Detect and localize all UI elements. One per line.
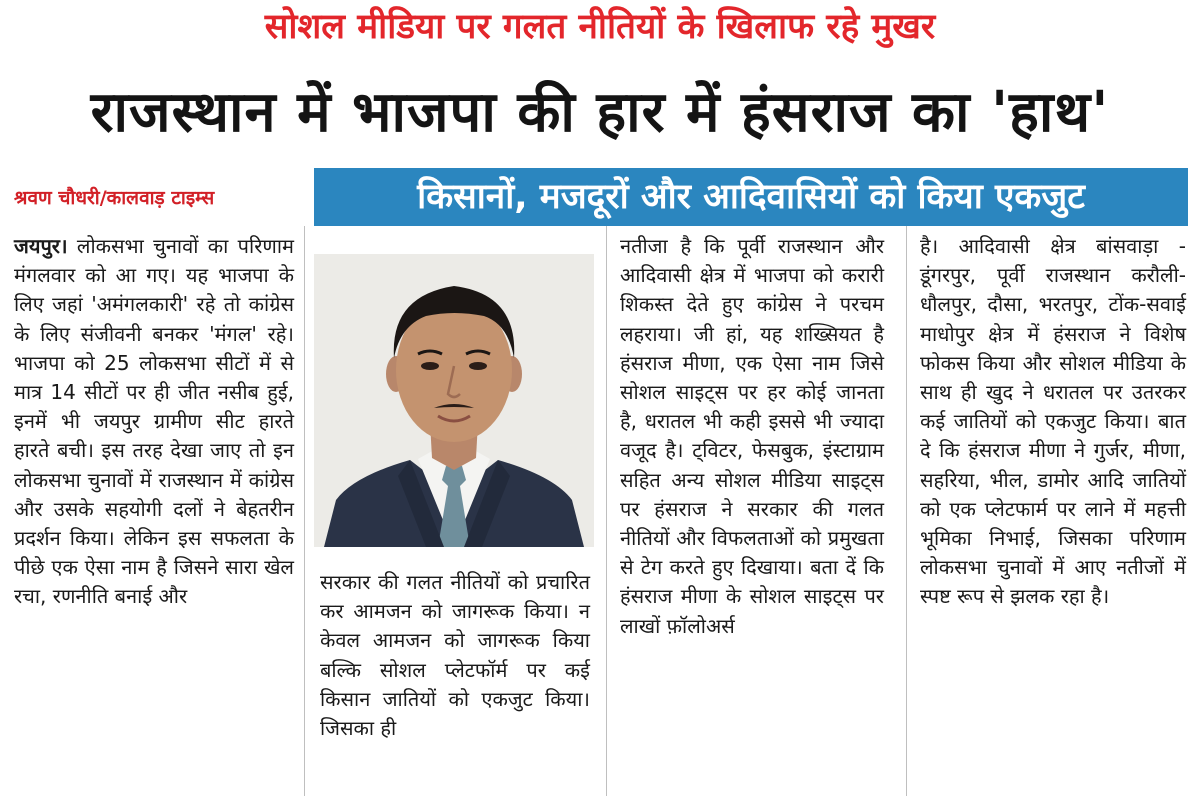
portrait-photo [314, 254, 594, 547]
subheadline-banner: किसानों, मजदूरों और आदिवासियों को किया एकजुट [314, 168, 1188, 226]
article-column-2: सरकार की गलत नीतियों को प्रचारित कर आमजन को जागरूक किया। न केवल आमजन को जागरूक किया बल्कि सोशल प्लेटफॉर्म पर कई किसान जातियों को एकजुट किया।जिसका ही [320, 570, 590, 741]
byline: श्रवण चौधरी/कालवाड़ टाइम्स [14, 187, 215, 209]
article-column-4: है। आदिवासी क्षेत्र बांसवाड़ा - डूंगरपुर, पूर्वी राजस्थान करौली-धौलपुर, दौसा, भरतपुर, टोंक-सवाई माधोपुर क्षेत्र में हंसराज ने विशेष फोकस किया और सोशल मीडिया के साथ ही खुद ने धरातल पर उतरकर कई जातियों को एकजुट किया। बात दे कि हंसराज मीणा ने गुर्जर, मीणा, सहरिया, भील, डामोर आदि जातियों को एक प्लेटफार्म पर लाने में महत्ती भूमिका निभाई, जिसका परिणाम लोकसभा चुनावों में आए नतीजों में स्पष्ट रूप से झलक रहा है। [920, 234, 1186, 609]
column-divider [606, 226, 607, 796]
article-column-3: नतीजा है कि पूर्वी राजस्थान और आदिवासी क्षेत्र में भाजपा को करारी शिकस्त देते हुए कांग्रेस ने परचम लहराया। जी हां, यह शख्सियत है हंसराज मीणा, एक ऐसा नाम जिसे सोशल साइट्स पर हर कोई जानता है, धरातल भी कही इससे भी ज्यादा वजूद है। ट्विटर, फेसबुक, इंस्टाग्राम सहित अन्य सोशल मीडिया साइट्स पर हंसराज ने सरकार की गलत नीतियों और विफलताओं को प्रमुखता से टेग करते हुए दिखाया। बता दें कि हंसराज मीणा के सोशल साइट्स पर लाखों फ़ॉलोअर्स [620, 234, 884, 638]
dateline: जयपुर। [14, 234, 68, 258]
kicker-headline: सोशल मीडिया पर गलत नीतियों के खिलाफ रहे मुखर [264, 7, 936, 47]
column-divider [906, 226, 907, 796]
portrait-illustration [314, 254, 594, 547]
column-1-text: लोकसभा चुनावों का परिणाम मंगलवार को आ गए। यह भाजपा के लिए जहां 'अमंगलकारी' रहे तो कांग्रेस के लिए संजीवनी बनकर 'मंगल' रहे। भाजपा को 25 लोकसभा सीटों में से मात्र 14 सीटों पर ही जीत नसीब हुई, इनमें भी जयपुर ग्रामीण सीट हारते हारते बची। इस तरह देखा जाए तो इन लोकसभा चुनावों में राजस्थान में कांग्रेस और उसके सहयोगी दलों ने बेहतरीन प्रदर्शन किया। लेकिन इस सफलता के पीछे एक ऐसा नाम है जिसने सारा खेल रचा, रणनीति बनाई और [14, 234, 294, 609]
column-divider [304, 226, 305, 796]
article-column-1 [14, 232, 294, 612]
main-headline: राजस्थान में भाजपा की हार में हंसराज का 'हाथ' [90, 80, 1110, 145]
